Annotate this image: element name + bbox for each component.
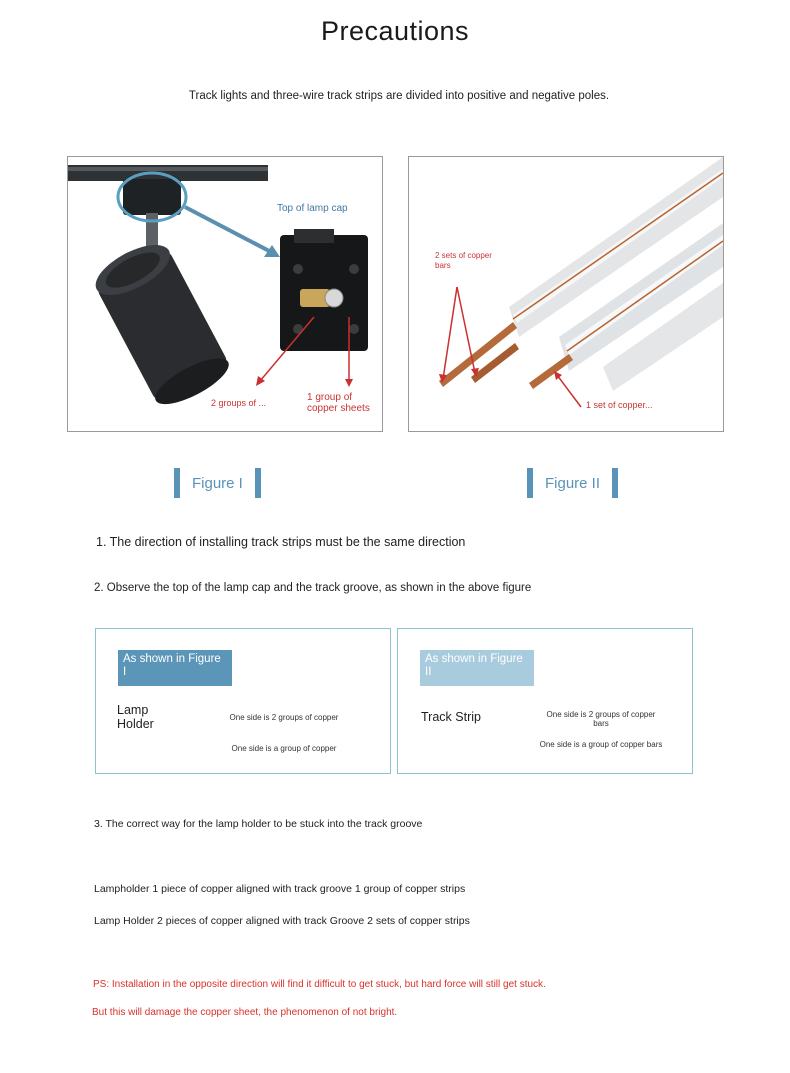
two-groups-label: 2 groups of ... bbox=[211, 398, 267, 408]
track-strip-label: Track Strip bbox=[421, 710, 481, 724]
figure-1-caption-text: Figure I bbox=[192, 474, 243, 492]
lamp-holder-line-2: One side is a group of copper bbox=[231, 744, 337, 753]
track-strip-line-1: One side is 2 groups of copper bars bbox=[546, 710, 656, 728]
lamp-holder-label: Lamp Holder bbox=[117, 703, 154, 731]
track-light-illustration bbox=[68, 157, 382, 431]
page-title: Precautions bbox=[320, 16, 470, 46]
alignment-line-2: Lamp Holder 2 pieces of copper aligned with track Groove 2 sets of copper strips bbox=[94, 915, 470, 927]
caption-bar-right bbox=[612, 468, 618, 498]
figure-2-tag: As shown in Figure II bbox=[420, 650, 534, 686]
figure-2-caption-text: Figure II bbox=[545, 474, 601, 492]
track-strip-line-2: One side is a group of copper bars bbox=[539, 740, 663, 749]
step-3: 3. The correct way for the lamp holder to be stuck into the track groove bbox=[94, 818, 423, 830]
ps-note-2: But this will damage the copper sheet, the phenomenon of not bright. bbox=[92, 1007, 398, 1018]
lamp-holder-box bbox=[95, 628, 391, 774]
alignment-line-1: Lampholder 1 piece of copper aligned with track groove 1 group of copper strips bbox=[94, 883, 466, 895]
figure-1-tag: As shown in Figure I bbox=[118, 650, 232, 686]
intro-text: Track lights and three-wire track strips are divided into positive and negative poles. bbox=[188, 90, 610, 102]
figure-1-panel bbox=[67, 156, 383, 432]
top-of-cap-label: Top of lamp cap bbox=[277, 203, 348, 214]
caption-bar-right bbox=[255, 468, 261, 498]
step-1: 1. The direction of installing track strips must be the same direction bbox=[96, 535, 466, 549]
figure-1-caption bbox=[174, 468, 261, 498]
track-strip-illustration bbox=[409, 157, 723, 431]
figure-2-caption bbox=[527, 468, 618, 498]
figure-2-panel bbox=[408, 156, 724, 432]
ps-note-1: PS: Installation in the opposite direction will find it difficult to get stuck, but hard force will still get stuck. bbox=[93, 979, 546, 990]
step-2: 2. Observe the top of the lamp cap and the track groove, as shown in the above figure bbox=[94, 582, 532, 594]
two-sets-label: 2 sets of copper bars bbox=[435, 251, 492, 270]
one-group-label: 1 group of copper sheets bbox=[307, 392, 370, 414]
one-set-label: 1 set of copper... bbox=[586, 400, 653, 410]
track-strip-box bbox=[397, 628, 693, 774]
lamp-holder-line-1: One side is 2 groups of copper bbox=[229, 713, 339, 722]
